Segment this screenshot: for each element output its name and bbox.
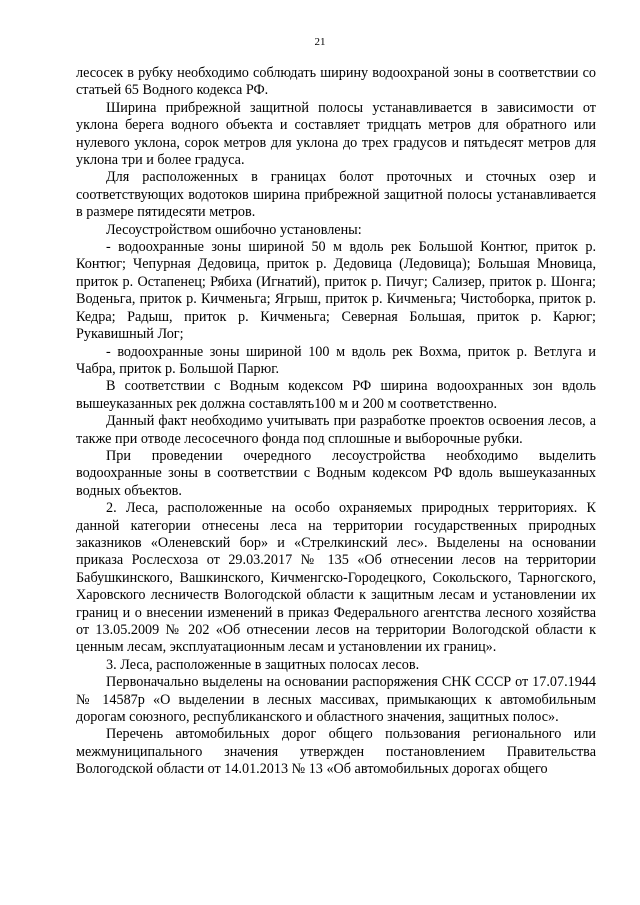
paragraph-next-survey: При проведении очередного лесоустройства необходимо выделить водоохранные зоны в соответствии с Водным кодексом РФ вдоль вышеуказанных водных объектов. bbox=[76, 447, 596, 499]
paragraph-consideration: Данный факт необходимо учитывать при разработке проектов освоения лесов, а также при отводе лесосечного фонда под сплошные и выборочные рубки. bbox=[76, 413, 596, 447]
list-item-100m-zones: - водоохранные зоны шириной 100 м вдоль рек Вохма, приток р. Ветлуга и Чабра, приток р. Большой Парюг. bbox=[76, 343, 596, 377]
paragraph-water-code: В соответствии с Водным кодексом РФ ширина водоохранных зон вдоль вышеуказанных рек должна составлять100 м и 200 м соответственно. bbox=[76, 378, 596, 412]
paragraph-protective-belts-heading: 3. Леса, расположенные в защитных полосах лесов. bbox=[106, 656, 420, 673]
document-body bbox=[76, 65, 596, 779]
paragraph-roads-list: Перечень автомобильных дорог общего пользования регионального или межмуниципального значения утвержден постановлением Правительства Вологодской области от 14.01.2013 № 13 «Об автомобильных дорогах общего bbox=[76, 726, 596, 778]
paragraph-shore-strip-width: Ширина прибрежной защитной полосы устанавливается в зависимости от уклона берега водного объекта и составляет тридцать метров для обратного или нулевого уклона, сорок метров для уклона до трех градусов и пятьдесят метров для уклона три и более градуса. bbox=[76, 99, 596, 169]
paragraph-errors-intro: Лесоустройством ошибочно установлены: bbox=[106, 221, 362, 238]
paragraph-swamp-lakes: Для расположенных в границах болот проточных и сточных озер и соответствующих водотоков ширина прибрежной защитной полосы устанавливается в размере пятидесяти метров. bbox=[76, 169, 596, 221]
page-number: 21 bbox=[314, 36, 326, 48]
paragraph-continuation: лесосек в рубку необходимо соблюдать ширину водоохраной зоны в соответствии со статьей 65 Водного кодекса РФ. bbox=[76, 65, 596, 99]
paragraph-protected-areas: 2. Леса, расположенные на особо охраняемых природных территориях. К данной категории отнесены леса на территории государственных природных заказников «Оленевский бор» и «Стрелкинский лес». Выделены на основании приказа Рослесхоза от 29.03.2017 № 135 «Об отнесении лесов на территории Бабушкинского, Вашкинского, Кичменгско-Городецкого, Сокольского, Тарногского, Харовского лесничеств Вологодской области к защитным лесам и установлении их границ и о внесении изменений в приказ Федерального агентства лесного хозяйства от 13.05.2009 № 202 «Об отнесении лесов на территории Вологодской области к ценным лесам, эксплуатационным лесам и установлении их границ». bbox=[76, 500, 596, 656]
paragraph-snk-order: Первоначально выделены на основании распоряжения СНК СССР от 17.07.1944 № 14587р «О выделении в лесных массивах, примыкающих к автомобильным дорогам союзного, республиканского и областного значения, защитных полос». bbox=[76, 674, 596, 726]
list-item-50m-zones: - водоохранные зоны шириной 50 м вдоль рек Большой Контюг, приток р. Контюг; Чепурная Дедовица, приток р. Дедовица (Ледовица); Большая Мновица, приток р. Остапенец; Рябиха (Игнатий), приток р. Пичуг; Сализер, приток р. Шонга; Воденьга, приток р. Кичменьга; Ягрыш, приток р. Кичменьга; Чистоборка, приток р. Кедра; Радыш, приток р. Кичменьга; Северная Большая, приток р. Карюг; Рукавишный Лог; bbox=[76, 239, 596, 343]
